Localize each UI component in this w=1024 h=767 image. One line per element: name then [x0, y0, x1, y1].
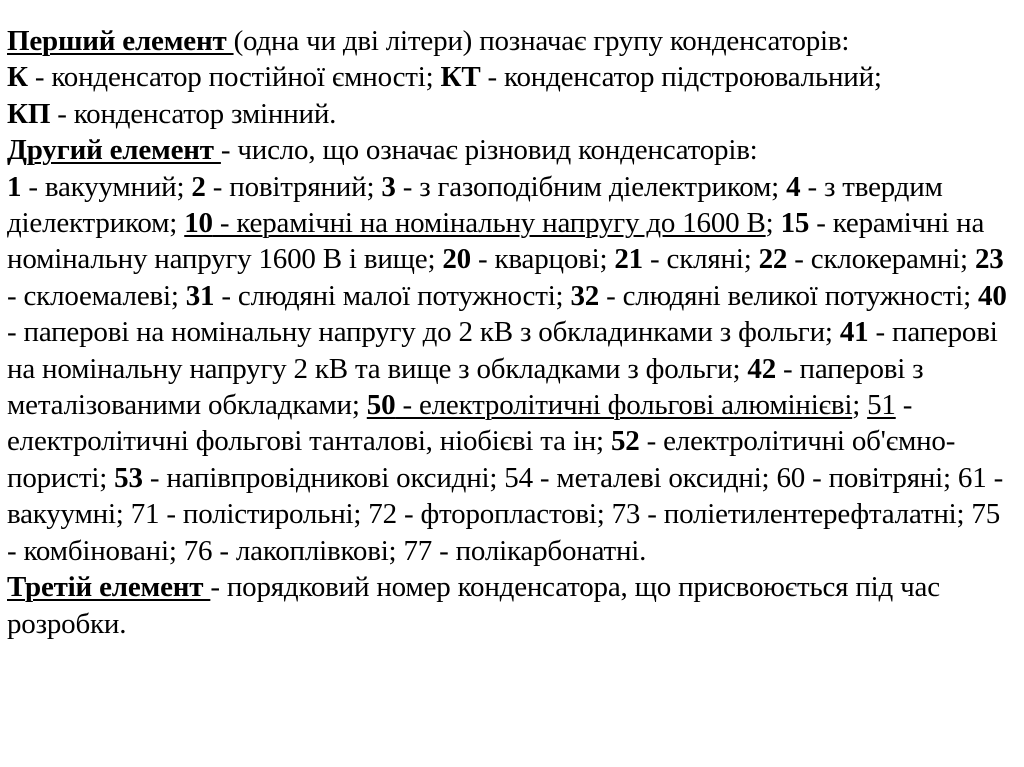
code-52: 52: [610, 425, 640, 458]
second-element-paragraph: [7, 132, 1015, 168]
code-21-desc: - скляні;: [642, 243, 759, 276]
code-23: 23: [974, 243, 1004, 276]
code-2: 2: [191, 170, 206, 203]
second-element-heading: Другий елемент: [7, 134, 221, 167]
code-40: 40: [978, 279, 1007, 312]
code-53: 53: [114, 461, 143, 494]
code-3: 3: [381, 170, 396, 203]
code-10-desc: - керамічні на номінальну напругу до 1600 В: [212, 207, 766, 240]
code-kt-desc: - конденсатор підстроювальний;: [480, 61, 882, 94]
code-15: 15: [780, 207, 810, 240]
group-codes-line-2: [7, 96, 1015, 132]
third-element-paragraph: [7, 569, 1015, 642]
code-53-desc: - напівпровідникові оксидні; 54 - металеві оксидні; 60 - повітряні; 61 - вакуумні; 71 - полістирольні; 72 - фторопластові; 73 - поліетилентерефталатні; 75 - комбіновані; 76 - лакоплівкові; 77 - полікарбонатні.: [7, 461, 1004, 567]
code-21: 21: [614, 243, 643, 276]
code-31-desc: - слюдяні малої потужності;: [214, 279, 571, 312]
code-31: 31: [185, 279, 215, 312]
group-codes-line: [7, 59, 1015, 95]
code-40-desc: - паперові на номінальну напругу до 2 кВ з обкладинками з фольги;: [7, 316, 840, 349]
code-10-separator: ;: [765, 207, 781, 240]
code-42-desc: - паперові з металізованими обкладками;: [7, 352, 924, 422]
first-element-heading: Перший елемент: [7, 25, 234, 57]
code-42: 42: [747, 352, 776, 385]
code-32: 32: [570, 279, 600, 312]
code-50: 50: [366, 389, 396, 422]
code-20-desc: - кварцові;: [470, 243, 615, 276]
code-20: 20: [442, 243, 471, 276]
code-50-underlined: [367, 389, 852, 421]
code-4: 4: [786, 170, 801, 203]
code-k-desc: - конденсатор постійної ємності;: [27, 61, 441, 94]
code-10: 10: [184, 207, 213, 240]
code-51-desc: - електролітичні фольгові танталові, ніобієві та ін;: [7, 389, 913, 458]
third-element-heading: Третій елемент: [7, 571, 211, 604]
code-32-desc: - слюдяні великої потужності;: [599, 279, 979, 312]
code-41: 41: [839, 316, 869, 349]
code-52-desc: - електролітичні об'ємно-пористі;: [7, 425, 956, 494]
code-22: 22: [758, 243, 788, 276]
code-kp-desc: - конденсатор змінний.: [50, 97, 337, 130]
code-4-desc: - з твердим діелектриком;: [7, 170, 943, 240]
third-element-text: - порядковий номер конденсатора, що присвоюється під час розробки.: [7, 571, 940, 640]
first-element-text: (одна чи дві літери) позначає групу конденсаторів:: [233, 25, 850, 57]
code-1-desc: - вакуумний;: [21, 170, 192, 203]
code-k: К: [7, 61, 28, 94]
code-2-desc: - повітряний;: [205, 170, 382, 203]
code-1: 1: [7, 170, 22, 203]
code-10-underlined: [184, 207, 765, 239]
first-element-paragraph: [7, 23, 1015, 59]
code-kp: КП: [7, 97, 51, 130]
variety-codes-paragraph: [7, 169, 1015, 569]
code-50-separator: ;: [852, 389, 868, 422]
code-23-desc: - склоемалеві;: [7, 279, 186, 312]
code-41-desc: - паперові на номінальну напругу 2 кВ та вище з обкладками з фольги;: [7, 316, 998, 385]
code-kt: КТ: [440, 61, 481, 94]
code-3-desc: - з газоподібним діелектриком;: [395, 170, 787, 203]
code-22-desc: - склокерамні;: [787, 243, 975, 276]
code-15-desc: - керамічні на номінальну напругу 1600 В і вище;: [7, 207, 985, 276]
second-element-text: - число, що означає різновид конденсаторів:: [220, 134, 758, 167]
code-51: 51: [867, 389, 896, 422]
slide-text: [7, 23, 1015, 642]
code-50-desc: - електролітичні фольгові алюмінієві: [395, 389, 853, 422]
